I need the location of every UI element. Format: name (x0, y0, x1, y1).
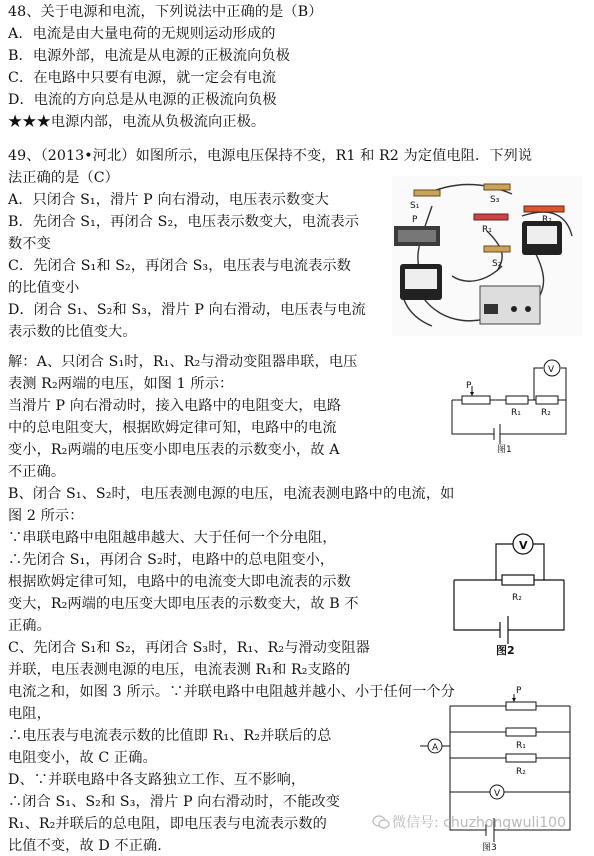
solution-line-7: B、闭合 S₁、S₂时，电压表测电源的电压，电流表测电路中的电流，如 (8, 486, 455, 502)
fig1-label-p: P (466, 381, 472, 391)
q48-option-c: C．在电路中只要有电源，就一定会有电流 (8, 70, 277, 86)
solution-line-18: ∴电压表与电流表示数的比值即 R₁、R₂并联后的总 (8, 728, 332, 744)
solution-line-15: 并联，电压表测电源的电压，电流表测 R₁和 R₂支路的 (8, 662, 351, 678)
q48-note: ★★★电源内部，电流从负极流向正极。 (8, 114, 266, 130)
wechat-watermark (372, 812, 566, 832)
photo-label-s3: S₃ (490, 195, 500, 205)
q48-option-d: D．电流的方向总是从电源的正极流向负极 (8, 92, 277, 108)
fig1-label-r2: R₂ (541, 408, 551, 418)
solution-line-23: 比值不变，故 D 不正确. (8, 838, 162, 854)
q49-option-b-line2: 数不变 (8, 236, 51, 252)
solution-line-1: 解：A、只闭合 S₁时，R₁、R₂与滑动变阻器串联，电压 (8, 354, 358, 370)
figure-1-circuit (442, 352, 574, 454)
q49-stem-line1: 49、（2013•河北）如图所示，电源电压保持不变，R1 和 R2 为定值电阻．下列说 (8, 148, 533, 164)
q49-option-a: A．只闭合 S₁，滑片 P 向右滑动，电压表示数变大 (8, 192, 329, 208)
fig1-voltmeter-label: V (548, 365, 555, 375)
q49-option-c-line2: 的比值变小 (8, 280, 80, 296)
fig2-caption: 图2 (496, 644, 515, 657)
photo-label-s2: S₂ (492, 259, 502, 269)
solution-line-20: D、∵并联电路中各支路独立工作、互不影响， (8, 772, 306, 788)
solution-line-17: 电阻， (8, 706, 51, 722)
fig2-voltmeter-label: V (519, 539, 528, 552)
q48-option-a: A．电流是由大量电荷的无规则运动形成的 (8, 26, 276, 42)
solution-line-2: 表测 R₂两端的电压，如图 1 所示： (8, 376, 234, 392)
solution-line-16: 电流之和，如图 3 所示。∵并联电路中电阻越并越小、小于任何一个分 (8, 684, 455, 700)
fig2-label-r2: R₂ (512, 593, 522, 603)
fig3-voltmeter-label: V (494, 789, 501, 799)
solution-line-6: 不正确。 (8, 464, 66, 480)
solution-line-11: 根据欧姆定律可知，电路中的电流变大即电流表的示数 (8, 574, 351, 590)
q49-stem-line2: 法正确的是（C） (8, 170, 119, 186)
fig3-caption: 图3 (482, 843, 497, 852)
q49-option-d-line1: D．闭合 S₁、S₂和 S₃，滑片 P 向右滑动，电压表与电流 (8, 302, 366, 318)
photo-label-r1: R₁ (482, 225, 492, 235)
solution-line-9: ∵串联电路中电阻越串越大、大于任何一个分电阻， (8, 530, 337, 546)
q48-option-b: B．电源外部，电流是从电源的正极流向负极 (8, 48, 290, 64)
photo-label-p: P (412, 215, 418, 225)
q49-option-c-line1: C．先闭合 S₁和 S₂，再闭合 S₃，电压表与电流表示数 (8, 258, 352, 274)
solution-line-8: 图 2 所示： (8, 508, 84, 524)
solution-line-19: 电阻变小，故 C 正确。 (8, 750, 157, 766)
fig1-label-r1: R₁ (511, 408, 521, 418)
wechat-icon (372, 815, 390, 829)
q49-option-d-line2: 表示数的比值变大。 (8, 324, 137, 340)
watermark-text: 微信号: chuzhongwuli100 (392, 815, 566, 831)
fig3-label-r2: R₂ (516, 767, 526, 777)
solution-line-13: 正确。 (8, 618, 51, 634)
solution-line-21: ∴闭合 S₁、S₂和 S₃，滑片 P 向右滑动时，不能改变 (8, 794, 341, 810)
solution-line-12: 变大，R₂两端的电压变大即电压表的示数变大，故 B 不 (8, 596, 359, 612)
solution-line-4: 中的总电阻变大，根据欧姆定律可知，电路中的电流 (8, 420, 337, 436)
solution-line-5: 变小，R₂两端的电压变小即电压表的示数变小，故 A (8, 442, 340, 458)
q48-stem: 48、关于电源和电流，下列说法中正确的是（B） (8, 4, 323, 20)
solution-line-3: 当滑片 P 向右滑动时，接入电路中的电阻变大，电路 (8, 398, 342, 414)
circuit-photo (392, 176, 582, 336)
solution-line-10: ∴先闭合 S₁，再闭合 S₂时，电路中的总电阻变小， (8, 552, 335, 568)
figure-2-circuit (444, 528, 574, 660)
solution-line-14: C、先闭合 S₁和 S₂，再闭合 S₃时，R₁、R₂与滑动变阻器 (8, 640, 370, 656)
q49-option-b-line1: B．先闭合 S₁，再闭合 S₂，电压表示数变大，电流表示 (8, 214, 359, 230)
fig3-ammeter-label: A (432, 743, 439, 753)
fig1-caption: 图1 (497, 445, 512, 454)
fig3-label-p: P (516, 686, 522, 696)
fig3-label-r1: R₁ (516, 741, 526, 751)
photo-label-r2: R₂ (542, 215, 552, 225)
photo-label-s1: S₁ (410, 201, 420, 211)
solution-line-22: R₁、R₂并联后的总电阻，即电压表与电流表示数的 (8, 816, 327, 832)
